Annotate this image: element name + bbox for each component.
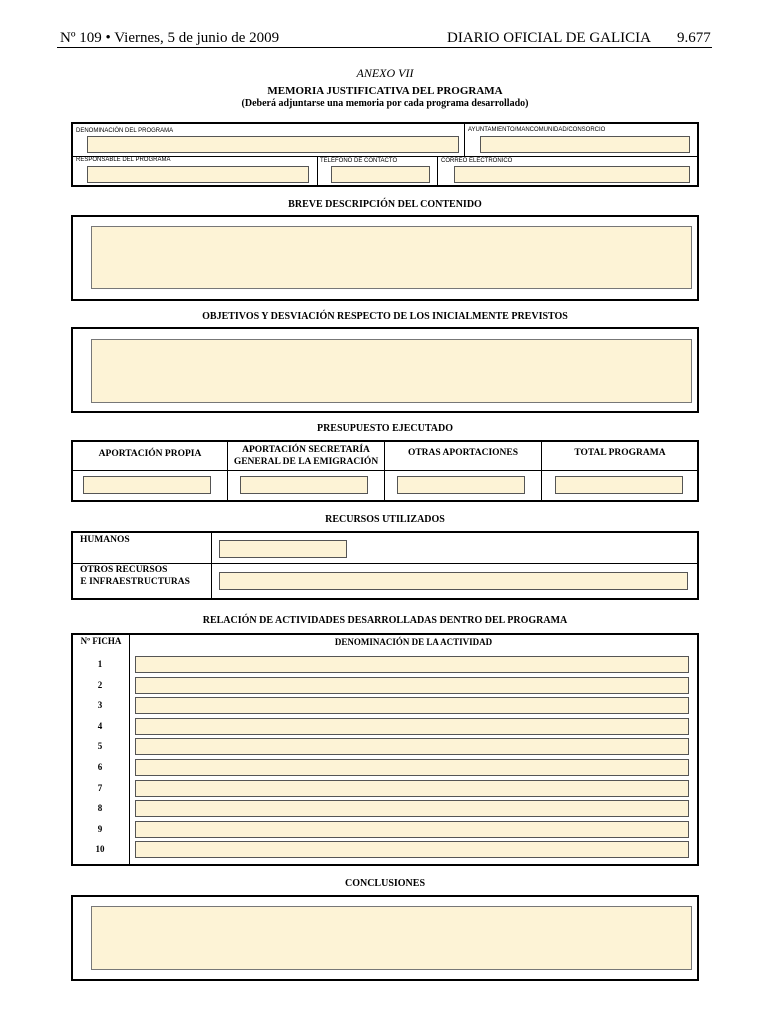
annex-label: ANEXO VII: [356, 66, 414, 80]
ficha-column-header: Nº FICHA: [80, 636, 122, 646]
divider: [317, 156, 318, 185]
activity-row-number: 8: [97, 803, 103, 813]
activity-name-field[interactable]: [135, 821, 689, 838]
activity-name-field[interactable]: [135, 800, 689, 817]
responsable-label: RESPONSABLE DEL PROGRAMA: [76, 157, 171, 163]
otros-recursos-label-2: E INFRAESTRUCTURAS: [78, 577, 190, 587]
aportacion-secretaria-label-2: GENERAL DE LA EMIGRACIÓN: [233, 457, 379, 467]
journal-title: DIARIO OFICIAL DE GALICIA: [447, 30, 652, 46]
telefono-field[interactable]: [331, 166, 430, 183]
activity-row-number: 9: [97, 824, 103, 834]
page-number: 9.677: [677, 30, 711, 46]
activity-row-number: 5: [97, 741, 103, 751]
activity-name-field[interactable]: [135, 759, 689, 776]
divider: [73, 563, 697, 564]
responsable-field[interactable]: [87, 166, 309, 183]
humanos-label: HUMANOS: [80, 535, 130, 545]
humanos-field[interactable]: [219, 540, 347, 558]
total-programa-label: TOTAL PROGRAMA: [574, 448, 666, 458]
divider: [211, 533, 212, 598]
aportacion-secretaria-label-1: APORTACIÓN SECRETARÍA: [242, 445, 370, 455]
aportacion-secretaria-field[interactable]: [240, 476, 368, 494]
activity-row-number: 6: [97, 762, 103, 772]
form-subtitle: (Deberá adjuntarse una memoria por cada programa desarrollado): [241, 98, 529, 109]
activity-row-number: 1: [97, 659, 103, 669]
activity-name-field[interactable]: [135, 718, 689, 735]
objetivos-field[interactable]: [91, 339, 692, 403]
otros-recursos-label-1: OTROS RECURSOS: [80, 565, 168, 575]
total-programa-field[interactable]: [555, 476, 683, 494]
descripcion-field[interactable]: [91, 226, 692, 289]
descripcion-heading: BREVE DESCRIPCIÓN DEL CONTENIDO: [288, 199, 482, 210]
divider: [464, 124, 465, 156]
conclusiones-heading: CONCLUSIONES: [344, 878, 426, 889]
denominacion-label: DENOMINACIÓN DEL PROGRAMA: [76, 128, 174, 134]
actividades-heading: RELACIÓN DE ACTIVIDADES DESARROLLADAS DENTRO DEL PROGRAMA: [202, 615, 568, 626]
objetivos-heading: OBJETIVOS Y DESVIACIÓN RESPECTO DE LOS INICIALMENTE PREVISTOS: [202, 311, 568, 322]
otras-aportaciones-label: OTRAS APORTACIONES: [407, 448, 519, 458]
ayuntamiento-field[interactable]: [480, 136, 690, 153]
issue-info: Nº 109 • Viernes, 5 de junio de 2009: [60, 30, 280, 46]
activity-row-number: 7: [97, 783, 103, 793]
correo-label: CORREO ELECTRÓNICO: [441, 158, 513, 164]
divider: [437, 156, 438, 185]
activity-row-number: 3: [97, 700, 103, 710]
activity-row-number: 2: [97, 680, 103, 690]
aportacion-propia-field[interactable]: [83, 476, 211, 494]
ayuntamiento-label: AYUNTAMIENTO/MANCOMUNIDAD/CONSORCIO: [468, 127, 606, 133]
activity-name-field[interactable]: [135, 738, 689, 755]
divider: [73, 470, 697, 471]
denominacion-field[interactable]: [87, 136, 459, 153]
form-title: MEMORIA JUSTIFICATIVA DEL PROGRAMA: [267, 85, 503, 97]
activity-name-field[interactable]: [135, 656, 689, 673]
recursos-heading: RECURSOS UTILIZADOS: [325, 514, 445, 525]
activity-name-field[interactable]: [135, 677, 689, 694]
divider: [129, 635, 130, 864]
activity-row-number: 4: [97, 721, 103, 731]
correo-field[interactable]: [454, 166, 690, 183]
header-rule: [57, 47, 712, 48]
activity-name-field[interactable]: [135, 780, 689, 797]
denominacion-column-header: DENOMINACIÓN DE LA ACTIVIDAD: [334, 637, 493, 647]
otros-recursos-field[interactable]: [219, 572, 688, 590]
activity-name-field[interactable]: [135, 841, 689, 858]
aportacion-propia-label: APORTACIÓN PROPIA: [98, 449, 202, 459]
activity-name-field[interactable]: [135, 697, 689, 714]
otras-aportaciones-field[interactable]: [397, 476, 525, 494]
telefono-label: TELÉFONO DE CONTACTO: [320, 158, 398, 164]
presupuesto-heading: PRESUPUESTO EJECUTADO: [316, 423, 454, 434]
activity-row-number: 10: [95, 844, 105, 854]
conclusiones-field[interactable]: [91, 906, 692, 970]
